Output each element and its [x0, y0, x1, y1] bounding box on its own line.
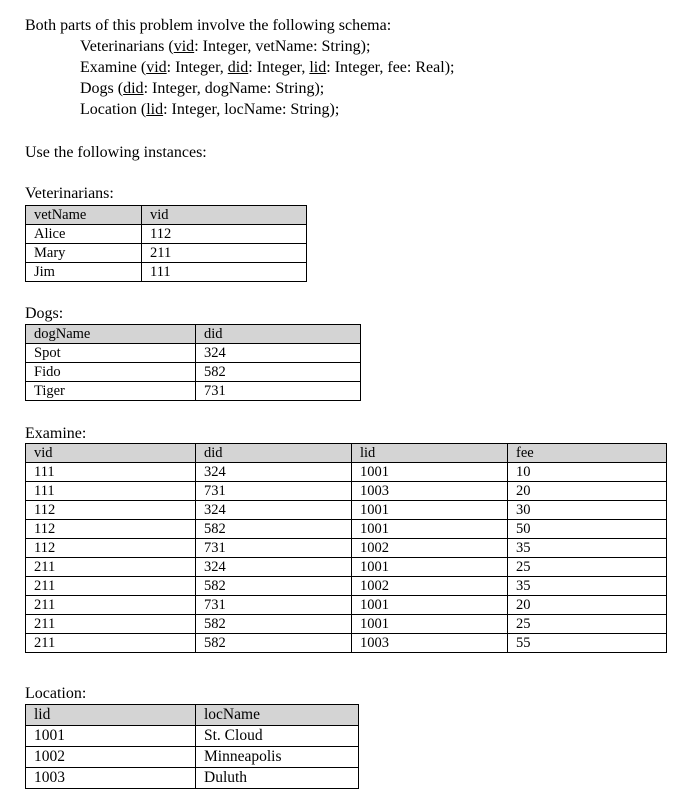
table-row — [26, 482, 667, 501]
primary-key-attribute: vid — [146, 59, 167, 76]
table-row — [26, 244, 307, 263]
attribute-type: String — [321, 38, 361, 55]
schema-line-location: Location (lid: Integer, locName: String); — [80, 101, 340, 118]
column-header: vid — [26, 444, 196, 463]
relation-name: Examine — [80, 59, 137, 76]
table-cell: 112 — [26, 501, 196, 520]
table-cell: St. Cloud — [196, 726, 359, 747]
table-cell: 582 — [196, 577, 352, 596]
attribute-type: Integer — [175, 59, 220, 76]
table-cell: 582 — [196, 363, 361, 382]
table-cell: 20 — [508, 482, 667, 501]
attribute-name: locName — [224, 101, 282, 118]
location-table — [25, 704, 359, 789]
table-row — [26, 615, 667, 634]
table-cell: 1003 — [26, 768, 196, 789]
veterinarians-table — [25, 205, 307, 282]
table-cell: Mary — [26, 244, 142, 263]
table-cell: 1001 — [26, 726, 196, 747]
primary-key-attribute: lid — [309, 59, 327, 76]
attribute-name: fee — [387, 59, 407, 76]
relation-name: Veterinarians — [80, 38, 165, 55]
table-cell: 211 — [26, 596, 196, 615]
column-header: did — [196, 325, 361, 344]
attribute-type: Integer — [152, 80, 197, 97]
table-cell: 1001 — [352, 615, 508, 634]
table-cell: 731 — [196, 539, 352, 558]
intro-text: Both parts of this problem involve the following schema: — [25, 17, 392, 34]
table-cell: Duluth — [196, 768, 359, 789]
table-row — [26, 463, 667, 482]
table-cell: 1002 — [26, 747, 196, 768]
table-cell: 20 — [508, 596, 667, 615]
table-row — [26, 726, 359, 747]
column-header: dogName — [26, 325, 196, 344]
header-row — [26, 325, 361, 344]
table-cell: 731 — [196, 482, 352, 501]
schema-line-veterinarians: Veterinarians (vid: Integer, vetName: String); — [80, 38, 371, 55]
table-row — [26, 263, 307, 282]
primary-key-attribute: did — [227, 59, 249, 76]
dogs-table — [25, 324, 361, 401]
table-cell: 35 — [508, 577, 667, 596]
table-cell: Tiger — [26, 382, 196, 401]
table-row — [26, 634, 667, 653]
table-cell: 1001 — [352, 520, 508, 539]
table-row — [26, 596, 667, 615]
header-row — [26, 444, 667, 463]
table-cell: 112 — [26, 520, 196, 539]
table-cell: 1003 — [352, 482, 508, 501]
veterinarians-title: Veterinarians: — [25, 185, 114, 202]
table-row — [26, 539, 667, 558]
relation-name: Location — [80, 101, 137, 118]
table-cell: 25 — [508, 615, 667, 634]
attribute-type: String — [290, 101, 330, 118]
table-cell: 324 — [196, 501, 352, 520]
table-cell: 1001 — [352, 463, 508, 482]
table-cell: 731 — [196, 382, 361, 401]
table-cell: 324 — [196, 463, 352, 482]
column-header: lid — [352, 444, 508, 463]
table-cell: 582 — [196, 634, 352, 653]
table-cell: 111 — [26, 482, 196, 501]
table-cell: 1001 — [352, 501, 508, 520]
primary-key-attribute: did — [123, 80, 144, 97]
table-cell: 1002 — [352, 539, 508, 558]
attribute-type: Real — [415, 59, 445, 76]
table-cell: Minneapolis — [196, 747, 359, 768]
table-cell: 324 — [196, 344, 361, 363]
table-row — [26, 577, 667, 596]
table-cell: 324 — [196, 558, 352, 577]
instances-intro: Use the following instances: — [25, 144, 207, 161]
table-cell: 30 — [508, 501, 667, 520]
table-cell: 112 — [142, 225, 307, 244]
column-header: vid — [142, 206, 307, 225]
table-cell: 211 — [142, 244, 307, 263]
dogs-title: Dogs: — [25, 305, 64, 322]
table-row — [26, 382, 361, 401]
header-row — [26, 206, 307, 225]
attribute-type: Integer — [256, 59, 302, 76]
table-cell: 211 — [26, 577, 196, 596]
table-row — [26, 501, 667, 520]
table-row — [26, 344, 361, 363]
attribute-type: Integer — [171, 101, 217, 118]
relation-name: Dogs — [80, 80, 114, 97]
table-cell: Jim — [26, 263, 142, 282]
table-cell: 10 — [508, 463, 667, 482]
table-row — [26, 558, 667, 577]
table-cell: 50 — [508, 520, 667, 539]
column-header: lid — [26, 705, 196, 726]
examine-title: Examine: — [25, 425, 87, 442]
location-title: Location: — [25, 685, 87, 702]
table-cell: 1001 — [352, 596, 508, 615]
table-cell: 111 — [26, 463, 196, 482]
table-row — [26, 363, 361, 382]
primary-key-attribute: vid — [173, 38, 195, 55]
schema-line-dogs: Dogs (did: Integer, dogName: String); — [80, 80, 325, 97]
table-cell: 211 — [26, 634, 196, 653]
table-cell: 1003 — [352, 634, 508, 653]
table-row — [26, 520, 667, 539]
table-row — [26, 747, 359, 768]
column-header: did — [196, 444, 352, 463]
table-cell: 55 — [508, 634, 667, 653]
attribute-type: String — [275, 80, 315, 97]
schema-line-examine: Examine (vid: Integer, did: Integer, lid: Integer, fee: Real); — [80, 59, 455, 76]
table-cell: 25 — [508, 558, 667, 577]
table-cell: 1001 — [352, 558, 508, 577]
primary-key-attribute: lid — [146, 101, 164, 118]
table-row — [26, 768, 359, 789]
table-cell: 582 — [196, 615, 352, 634]
table-row — [26, 225, 307, 244]
table-cell: 111 — [142, 263, 307, 282]
table-cell: 731 — [196, 596, 352, 615]
table-cell: 582 — [196, 520, 352, 539]
attribute-name: vetName — [255, 38, 314, 55]
header-row — [26, 705, 359, 726]
table-cell: 1002 — [352, 577, 508, 596]
attribute-name: dogName — [204, 80, 267, 97]
table-cell: 211 — [26, 558, 196, 577]
examine-table — [25, 443, 667, 653]
column-header: locName — [196, 705, 359, 726]
attribute-type: Integer — [334, 59, 380, 76]
table-cell: 35 — [508, 539, 667, 558]
column-header: vetName — [26, 206, 142, 225]
column-header: fee — [508, 444, 667, 463]
table-cell: 211 — [26, 615, 196, 634]
table-cell: 112 — [26, 539, 196, 558]
table-cell: Alice — [26, 225, 142, 244]
table-cell: Spot — [26, 344, 196, 363]
attribute-type: Integer — [202, 38, 248, 55]
table-cell: Fido — [26, 363, 196, 382]
